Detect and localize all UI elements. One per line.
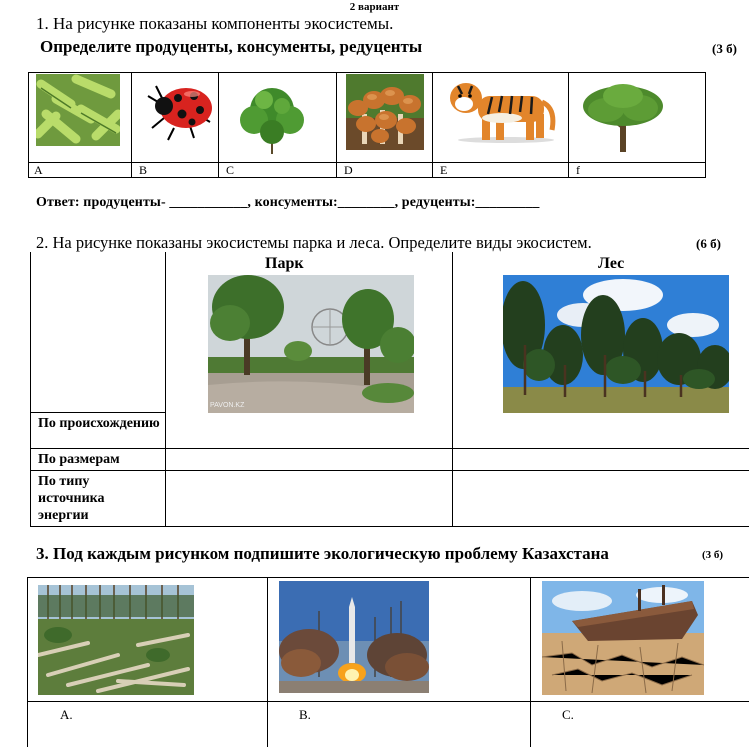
row-label-size: По размерам xyxy=(38,452,120,467)
forest-image xyxy=(503,275,729,413)
q2-table xyxy=(30,252,749,527)
row-label-origin: По происхождению xyxy=(38,416,160,431)
q1-table xyxy=(28,72,706,178)
q3-points: (3 б) xyxy=(702,549,724,561)
q1-points: (3 б) xyxy=(712,41,737,56)
q3-label-c: C. xyxy=(562,707,574,722)
mushrooms-image xyxy=(346,74,424,150)
shrub-image xyxy=(234,80,310,156)
q1-answer-line: Ответ: продуценты- ___________, консументы:________, редуценты:_________ xyxy=(36,195,540,210)
park-image-watermark: PAVON.KZ xyxy=(210,402,245,409)
rocket-launch-image xyxy=(279,581,429,693)
deforestation-image xyxy=(38,585,194,695)
q1-subtitle: Определите продуценты, консументы, редуценты xyxy=(40,37,423,56)
q2-title: 2. На рисунке показаны экосистемы парка и леса. Определите виды экосистем. xyxy=(36,233,592,252)
q2-points: (6 б) xyxy=(696,236,721,251)
variant-label: 2 вариант xyxy=(349,1,400,13)
cell-label-f: f xyxy=(576,163,580,177)
q3-label-a: A. xyxy=(60,707,73,722)
cell-label-a: A xyxy=(34,163,43,177)
q3-label-b: B. xyxy=(299,707,311,722)
bacteria-image xyxy=(36,74,120,146)
q3-title: 3. Под каждым рисунком подпишите экологическую проблему Казахстана xyxy=(36,544,609,563)
row-label-energy: По типу источника энергии xyxy=(38,474,105,523)
q3-table xyxy=(27,577,749,747)
cell-label-e: E xyxy=(440,163,448,177)
cell-label-c: C xyxy=(226,163,235,177)
cell-label-b: B xyxy=(139,163,148,177)
park-image xyxy=(208,275,414,413)
aral-sea-ship-image xyxy=(542,581,704,695)
tiger-image xyxy=(442,74,560,144)
ladybug-image xyxy=(144,80,216,144)
col-header-forest: Лес xyxy=(598,255,625,272)
col-header-park: Парк xyxy=(265,255,304,272)
tree-image xyxy=(580,80,666,154)
q1-title: 1. На рисунке показаны компоненты экосистемы. xyxy=(36,14,394,33)
cell-label-d: D xyxy=(344,163,353,177)
